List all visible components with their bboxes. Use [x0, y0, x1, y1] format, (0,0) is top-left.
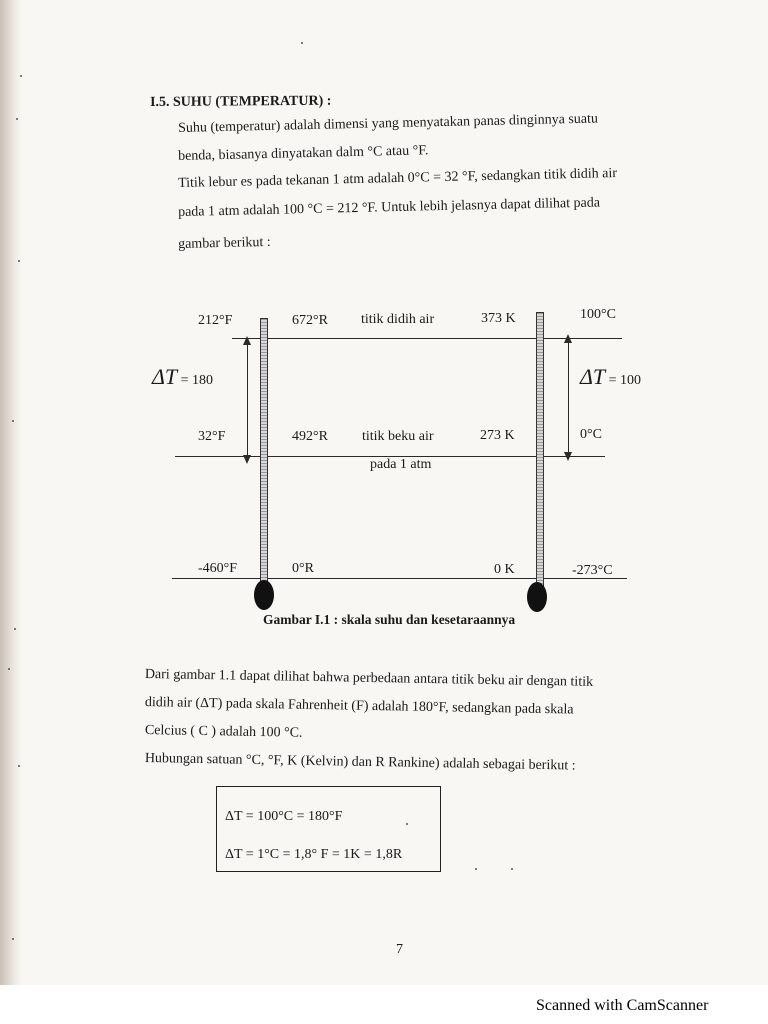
- delta-right-arrow-up-icon: [564, 334, 572, 343]
- freezing-sublabel: pada 1 atm: [370, 457, 432, 472]
- delta-left-symbol: ΔT: [152, 364, 178, 389]
- freezing-celsius: 0°C: [580, 427, 602, 442]
- page-edge-shadow: [0, 0, 22, 985]
- absolute-zero-celsius: -273°C: [572, 563, 613, 578]
- scan-speck: [511, 868, 513, 870]
- scan-speck: [8, 668, 10, 670]
- formula-1: ΔT = 100°C = 180°F: [225, 809, 343, 824]
- scan-speck: [475, 868, 477, 870]
- boiling-rankine: 672°R: [292, 313, 328, 328]
- scan-speck: [14, 628, 16, 630]
- scan-speck: [20, 75, 22, 77]
- absolute-zero-line: [172, 578, 627, 579]
- delta-right-label: [580, 366, 641, 388]
- scan-speck: [16, 118, 18, 120]
- delta-left-arrow-up-icon: [243, 336, 251, 345]
- delta-right-arrow-shaft: [568, 342, 569, 452]
- delta-left-value: = 180: [180, 373, 214, 388]
- intro-line-3: Titik lebur es pada tekanan 1 atm adalah 0°C = 32 °F, sedangkan titik didih air: [177, 166, 618, 191]
- intro-line-4: pada 1 atm adalah 100 °C = 212 °F. Untuk lebih jelasnya dapat dilihat pada: [177, 195, 601, 220]
- scan-speck: [18, 765, 20, 767]
- boiling-label: titik didih air: [361, 312, 435, 327]
- scan-speck: [406, 823, 408, 825]
- body-line-2: didih air (ΔT) pada skala Fahrenheit (F) adalah 180°F, sedangkan pada skala: [144, 695, 574, 718]
- delta-right-arrow-down-icon: [564, 452, 572, 461]
- body-line-1: Dari gambar 1.1 dapat dilihat bahwa perbedaan antara titik beku air dengan titik: [144, 667, 594, 690]
- fahrenheit-thermometer-bulb: [254, 580, 274, 610]
- absolute-zero-kelvin: 0 K: [494, 562, 515, 577]
- intro-line-2: benda, biasanya dinyatakan dalm °C atau °F.: [177, 143, 429, 164]
- scan-speck: [12, 420, 14, 422]
- freezing-kelvin: 273 K: [480, 428, 515, 443]
- scan-speck: [301, 42, 303, 44]
- freezing-rankine: 492°R: [292, 429, 328, 444]
- intro-line-1: Suhu (temperatur) adalah dimensi yang menyatakan panas dinginnya suatu: [177, 111, 599, 136]
- formula-2: ΔT = 1°C = 1,8° F = 1K = 1,8R: [225, 847, 403, 862]
- intro-line-5: gambar berikut :: [177, 234, 271, 252]
- freezing-label: titik beku air: [362, 429, 434, 444]
- delta-left-label: [152, 366, 213, 388]
- fahrenheit-thermometer: [260, 318, 268, 586]
- scan-speck: [12, 938, 14, 940]
- absolute-zero-rankine: 0°R: [292, 561, 314, 576]
- formula-box: [216, 786, 441, 872]
- body-line-3: Celcius ( C ) adalah 100 °C.: [144, 723, 303, 741]
- figure-caption: Gambar I.1 : skala suhu dan kesetaraannya: [263, 612, 516, 627]
- delta-right-value: = 100: [608, 373, 642, 388]
- delta-left-arrow-down-icon: [243, 455, 251, 464]
- delta-right-symbol: ΔT: [580, 364, 606, 389]
- celsius-thermometer: [536, 312, 544, 588]
- boiling-fahrenheit: 212°F: [198, 313, 233, 328]
- celsius-thermometer-bulb: [527, 582, 547, 612]
- scan-speck: [18, 260, 20, 262]
- body-line-4: Hubungan satuan °C, °F, K (Kelvin) dan R Rankine) adalah sebagai berikut :: [144, 751, 576, 774]
- section-heading: I.5. SUHU (TEMPERATUR) :: [149, 93, 332, 110]
- delta-left-arrow-shaft: [247, 344, 248, 456]
- boiling-kelvin: 373 K: [481, 311, 516, 326]
- boiling-celsius: 100°C: [580, 307, 616, 322]
- scanner-watermark: Scanned with CamScanner: [536, 997, 709, 1014]
- absolute-zero-fahrenheit: -460°F: [198, 561, 238, 576]
- freezing-fahrenheit: 32°F: [198, 429, 226, 444]
- page-number: 7: [396, 942, 403, 957]
